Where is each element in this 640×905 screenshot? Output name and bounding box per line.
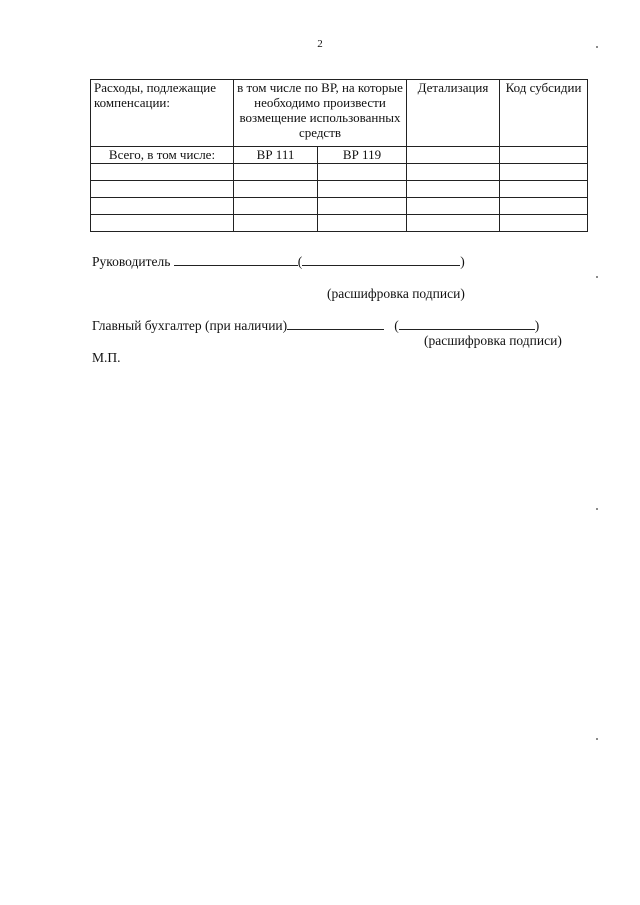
open-paren: ( — [394, 318, 399, 333]
table-row — [91, 198, 588, 215]
total-label: Всего, в том числе: — [91, 147, 234, 164]
accountant-signature-line — [92, 317, 539, 334]
page-number: 2 — [317, 38, 323, 50]
margin-mark — [596, 738, 598, 740]
close-paren: ) — [460, 254, 465, 269]
header-including-vr: в том числе по ВР, на которые необходимо произвести возмещение использованных средств — [234, 80, 407, 147]
margin-mark — [596, 508, 598, 510]
open-paren: ( — [297, 254, 303, 269]
close-paren: ) — [534, 318, 540, 333]
head-label: Руководитель — [92, 254, 171, 269]
stamp-place: М.П. — [92, 350, 121, 365]
head-decoding-note: (расшифровка подписи) — [327, 286, 465, 301]
accountant-decoding-note: (расшифровка подписи) — [424, 333, 562, 348]
header-detail: Детализация — [407, 80, 500, 147]
head-decoding-field — [302, 253, 460, 266]
vr-111-cell: ВР 111 — [234, 147, 318, 164]
accountant-signature-field — [287, 317, 384, 330]
head-signature-line — [92, 253, 465, 270]
table-row — [91, 181, 588, 198]
table-row — [91, 215, 588, 232]
chief-accountant-label: Главный бухгалтер (при наличии) — [92, 318, 288, 333]
vr-119-cell: ВР 119 — [318, 147, 407, 164]
table-row — [91, 164, 588, 181]
table-header-row — [91, 80, 588, 147]
margin-mark — [596, 276, 598, 278]
expenses-table — [90, 79, 588, 232]
detail-cell — [407, 147, 500, 164]
accountant-decoding-field — [399, 317, 535, 330]
margin-mark — [596, 46, 598, 48]
table-row-total — [91, 147, 588, 164]
head-signature-field — [174, 253, 298, 266]
code-cell — [500, 147, 588, 164]
header-subsidy-code: Код субсидии — [500, 80, 588, 147]
header-expenses: Расходы, подлежащие компенсации: — [91, 80, 234, 147]
